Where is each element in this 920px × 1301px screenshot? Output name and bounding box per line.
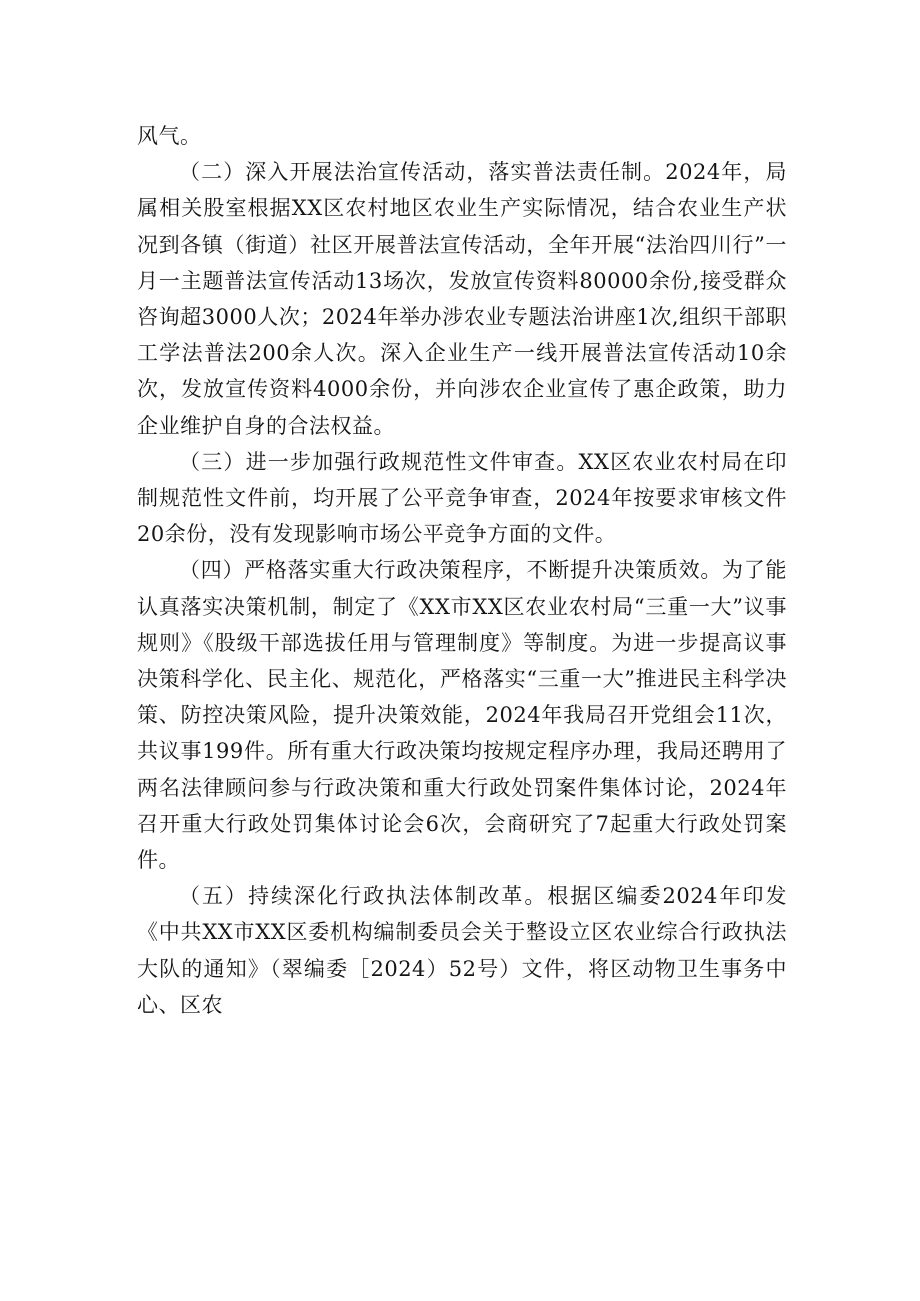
paragraph-enforcement-reform: （五）持续深化行政执法体制改革。根据区编委2024年印发《中共XX市XX区委机构编制委员会关于整设立区农业综合行政执法大队的通知》（翠编委［2024）52号）文件，将区动物卫生事务中心、区农 (137, 884, 787, 1017)
paragraph-normative-document-review: （三）进一步加强行政规范性文件审查。XX区农业农村局在印制规范性文件前，均开展了公平竞争审查，2024年按要求审核文件20余份，没有发现影响市场公平竞争方面的文件。 (137, 449, 787, 547)
paragraph-major-decision-procedure: （四）严格落实重大行政决策程序，不断提升决策质效。为了能认真落实决策机制，制定了《XX市XX区农业农村局“三重一大”议事规则》《股级干部选拔任用与管理制度》等制度。为进一步提高议事决策科学化、民主化、规范化，严格落实“三重一大”推进民主科学决策、防控决策风险，提升决策效能，2024年我局召开党组会11次，共议事199件。所有重大行政决策均按规定程序办理，我局还聘用了两名法律顾问参与行政决策和重大行政处罚案件集体讨论，2024年召开重大行政处罚集体讨论会6次，会商研究了7起重大行政处罚案件。 (137, 558, 787, 873)
paragraph-continuation: 风气。 (137, 124, 202, 148)
paragraph-legal-publicity: （二）深入开展法治宣传活动，落实普法责任制。2024年，局属相关股室根据XX区农村地区农业生产实际情况，结合农业生产状况到各镇（街道）社区开展普法宣传活动，全年开展“法治四川行”一月一主题普法宣传活动13场次，发放宣传资料80000余份,接受群众咨询超3000人次；2024年举办涉农业专题法治讲座1次,组织干部职工学法普法200余人次。深入企业生产一线开展普法宣传活动10余次，发放宣传资料4000余份，并向涉农企业宣传了惠企政策，助力企业维护自身的合法权益。 (137, 160, 787, 438)
document-body (137, 118, 787, 1023)
